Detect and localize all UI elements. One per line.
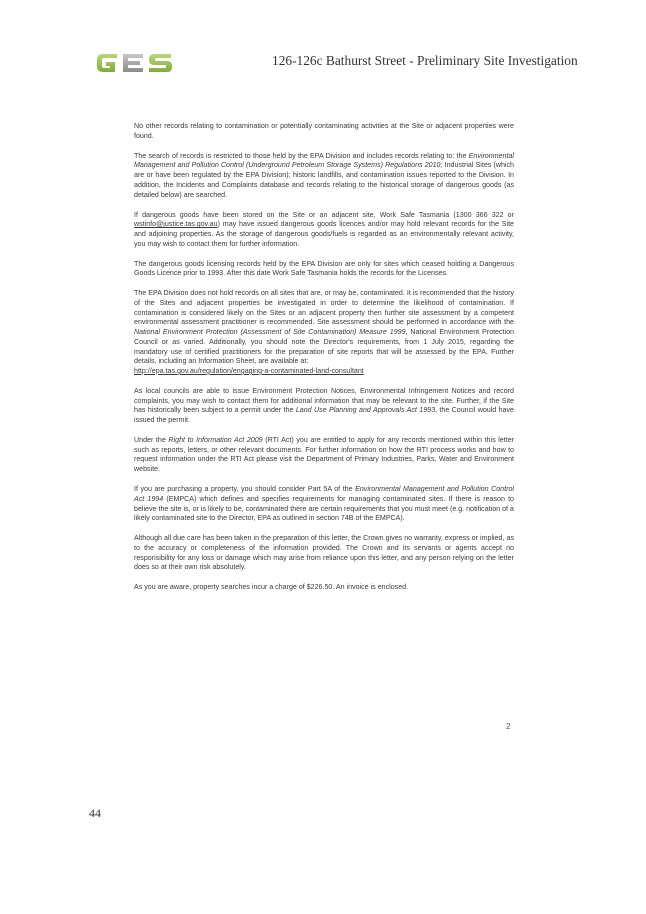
letter-paragraph: No other records relating to contamination or potentially contaminating activities at the Site or adjacent properties were found.	[134, 122, 514, 140]
letter-paragraph: The dangerous goods licensing records held by the EPA Division are only for sites which ceased holding a Dangerous Goods Licence prior to 1993. After this date Work Safe Tasmania holds the records for the Licenses.	[134, 259, 514, 278]
letter-paragraph: Although all due care has been taken in the preparation of this letter, the Crown gives no warranty, express or implied, as to the accuracy or completeness of the information provided. The Crown and its servants or agents accept no responsibility for any loss or damage which may arise from reliance upon this letter, and any person relying on the letter does so at their own risk absolutely.	[134, 534, 514, 572]
letter-paragraph: If you are purchasing a property, you should consider Part 5A of the Environmental Management and Pollution Control Act 1994 (EMPCA) which defines and specifies requirements for managing contaminated sites. If there is reason to believe the site is, or is likely to be, contaminated there are certain requirements that you must meet (e.g. notification of a likely contaminated site to the Director, EPA as outlined in section 74B of the EMPCA).	[134, 485, 514, 523]
ges-logo	[93, 48, 189, 76]
letter-body	[134, 122, 514, 603]
letter-paragraph: As local councils are able to issue Environment Protection Notices, Environmental Infringement Notices and record complaints, you may wish to contact them for additional information that may be relevant to the site. Further, if the Site has historically been subject to a permit under the Land Use Planning and Approvals Act 1993, the Council would have issued the permit.	[134, 386, 514, 425]
letter-paragraph: As you are aware, property searches incur a charge of $226.50. An invoice is enclosed.	[134, 583, 409, 592]
letter-paragraph: If dangerous goods have been stored on the Site or an adjacent site, Work Safe Tasmania (1300 366 322 or wstinfo@justice.tas.gov.au) may have issued dangerous goods licences and/or may hold relevant records for the Site and adjoining properties. As the storage of dangerous goods/fuels is regarded as an environmentally relevant activity, you may wish to contact them for further information.	[134, 210, 514, 248]
document-header-title: 126-126c Bathurst Street - Preliminary Site Investigation	[272, 53, 578, 68]
letter-page-number: 2	[506, 722, 511, 731]
letter-paragraph: The EPA Division does not hold records on all sites that are, or may be, contaminated. It is recommended that the history of the Sites and adjacent properties be investigated in order to determine the likelihood of contamination. If contamination is considered likely on the Sites or an adjacent property then further site assessment by a competent environmental assessment practitioner is recommended. Site assessment should be performed in accordance with the National Environment Protection (Assessment of Site Contamination) Measure 1999, National Environment Protection Council or as varied. Additionally, you should note the Director's requirements, from 1 July 2015, regarding the mandatory use of certified practitioners for the preparation of site reports that will be assessed by the EPA. Further details, including an Information Sheet, are available at: http://epa.tas.gov.au/regulation/engaging-a-contaminated-land-consultant	[134, 289, 514, 375]
worksafe-email-link[interactable]: wstinfo@justice.tas.gov.au	[134, 220, 218, 229]
letter-paragraph: The search of records is restricted to those held by the EPA Division and includes records relating to: the Environmental Management and Pollution Control (Underground Petroleum Storage Systems) Regulations 2010; Industrial Sites (which are or have been regulated by the EPA Division); historic landfills, and contamination issues reported to the Division. In addition, the Incidents and Complaints database and records relating to the historical storage of dangerous goods (as detailed below) are searched.	[134, 151, 514, 199]
letter-paragraph: Under the Right to Information Act 2009 (RTI Act) you are entitled to apply for any records mentioned within this letter such as reports, letters, or other relevant documents. For further information on how the RTI process works and how to request information under the RTI Act please visit the Department of Primary Industries, Parks, Water and Environment website.	[134, 436, 515, 474]
document-page-number: 44	[89, 806, 101, 820]
epa-consultant-link[interactable]: http://epa.tas.gov.au/regulation/engaging-a-contaminated-land-consultant	[134, 366, 364, 375]
